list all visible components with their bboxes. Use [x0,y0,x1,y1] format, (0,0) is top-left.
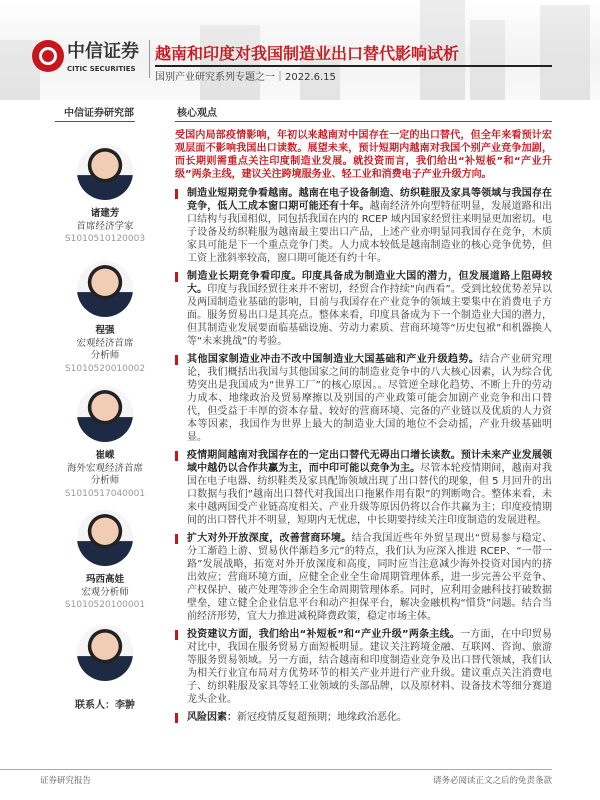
analyst-name: 崔嵘 [95,450,115,461]
avatar [77,386,133,442]
bullet-body: 越南经济外向型特征明显，发展道路和出口结构与我国相似，同包括我国在内的 RCEP 域内国家经贸往来明显更加密切。电子设备及纺织鞋服为越南最主要出口产品，上述产业亦明显同我国存在竞争，木质家具可能是下一个重点竞争门类。人力成本较低是越南制造业的核心竞争优势，但工资上涨斜率较高，窗口期可能还有约十年。 [187,201,553,264]
analyst-name: 玛西高娃 [85,574,124,585]
analyst-id: S1010510120003 [64,234,146,244]
footer-left: 证券研究报告 [40,776,92,786]
bullet-marker-icon [175,534,178,544]
sidebar-heading: 中信证券研究部 [64,108,134,119]
analyst-id: S1010520010002 [64,363,146,374]
bullet-point [175,532,552,623]
bullet-body: 尽管本轮疫情期间，越南对我国在电子电器、纺织鞋类及家具配饰领域出现了出口替代的现象，但 5 月回升的出口数据与我们“越南出口替代对我国出口拖累作用有限”的判断吻合。整体来看，未来中越两国受产业链高度相关、产业升级等原因仍将以合作共赢为主；印度疫情期间的出口替代并不明显，短期内无忧虑，中长期要持续关注印度制造的发展进程。 [187,463,553,526]
analyst-title: 首席经济学家 [76,220,134,232]
bullet-point [175,353,552,444]
bullet-point [175,449,552,527]
bullet-body: 一方面，在中印贸易对比中，我国在服务贸易方面短板明显。建议关注跨境金融、互联网、咨询、旅游等服务贸易领域。另一方面，结合越南和印度制造业竞争及出口替代领域，我们认为相关行业宜布局对方优势环节的相关产业并进行产业升级。建议重点关注消费电子、纺织鞋服及家具等轻工业领域的头部品牌，以及原材料、设备技术等细分赛道龙头企业。 [187,629,552,705]
avatar [77,510,133,566]
title-underline [155,65,552,67]
bullet-point [175,628,552,706]
analyst-card [40,261,170,375]
bullet-body: 结合我国近些年外贸呈现出“贸易参与稳定、分工渐趋上游、贸易伙伴渐趋多元”的特点，我们认为应深入推进 RCEP、“一带一路”发展战略，拓宽对外开放深度和高度，同时应当注意减少海外投资对国内的挤出效应；营商环境方面，应健全企业全生命周期管理体系，进一步完善公平竞争、产权保护、破产处理等涉企全生命周期管理体系。同时，应利用金融科技打破数据壁垒，建立健全企业信息平台和动产担保平台，解决金融机构“惜贷”问题。结合当前经济形势，宜大力推进减税降费政策，稳定市场主体。 [187,533,553,622]
report-subtitle: 国别产业研究系列专题之一｜2022.6.15 [155,72,336,83]
bullet-lead: 制造业长期竞争看印度。印度具备成为制造业大国的潜力，但发展道路上阻碍较大。 [187,271,552,295]
analyst-card [40,510,170,612]
analyst-title: 海外宏观经济首席 分析师 [66,462,143,486]
bullet-body: 结合产业研究理论，我们概括出我国与其他国家之间的制造业竞争中的八大核心因素，认为综合优势突出是我国成为“世界工厂”的核心原因。。尽管逆全球化趋势、不断上升的劳动力成本、地缘政治及贸易摩擦以及别国的产业政策可能会加剧产业竞争和出口替代，但受益于丰厚的资本存量、较好的营商环境、完备的产业链以及优质的人力资本等因素，我国作为世界上最大的制造业大国的地位不会动摇，产业升级基础明显。 [187,354,553,443]
bullet-point [175,187,552,265]
footer-divider [0,769,552,770]
core-views [175,129,552,729]
logo-english: CITIC SECURITIES [67,65,136,73]
contact-card [40,625,170,689]
bullet-lead: 风险因素： [187,712,237,723]
bullet-body: 新冠疫情反复超预期；地缘政治恶化。 [237,712,407,723]
citic-logo-icon [32,40,64,72]
bullet-lead: 投资建议方面，我们给出“补短板”和“产业升级”两条主线。 [187,629,461,640]
bullet-marker-icon [175,272,178,282]
report-title: 越南和印度对我国制造业出口替代影响试析 [155,44,460,63]
bullet-marker-icon [175,713,178,723]
divider [149,40,150,78]
bullet-marker-icon [175,630,178,640]
bullet-point [175,711,552,724]
summary: 受国内局部疫情影响，年初以来越南对中国存在一定的出口替代，但全年来看预计宏观层面不影响我国出口读数。展望未来，预计短期内越南对我国个别产业竞争加剧，而长期则需重点关注印度制造业发展。就投资而言，我们给出“补短板”和“产业升级”两条主线，建议关注跨境服务业、轻工业和消费电子产业升级方向。 [175,130,552,180]
analyst-id: S1010520100001 [64,600,146,610]
contact-person: 联系人：李翀 [75,700,135,711]
main-heading: 核心观点 [177,108,217,119]
avatar [77,625,133,681]
avatar [77,144,133,200]
analyst-title: 宏观经济首席 分析师 [76,337,134,361]
divider [55,121,135,122]
bullet-point [175,270,552,348]
bullet-lead: 疫情期间越南对我国存在的一定出口替代无碍出口增长读数。预计未来产业发展领域中越仍以合作共赢为主，而中印可能以竞争为主。 [187,450,552,474]
analyst-name: 程强 [95,325,115,336]
footer-disclaimer: 请务必阅读正文之后的免责条款 [432,776,552,786]
bullet-marker-icon [175,189,178,199]
analyst-name: 诸建芳 [90,208,120,219]
avatar [77,261,133,317]
logo-text: 中信证券 [67,41,139,62]
bullet-body: 印度与我国经贸往来并不密切，经贸合作持续“向西看”。受到比较优势差异以及两国制造业基础的影响，目前与我国存在产业竞争的领域主要集中在消费电子方面。服务贸易出口是其亮点。整体来看，印度具备成为下一个制造业大国的潜力，但其制造业发展要面临基础设施、劳动力素质、营商环境等“历史包袱”和机器换人等“未来挑战”的考验。 [187,284,552,347]
bullet-lead: 制造业短期竞争看越南。越南在电子设备制造、纺织鞋服及家具等领域与我国存在竞争，低人工成本窗口期可能还有十年。 [187,188,552,212]
bullet-lead: 其他国家制造业冲击不改中国制造业大国基础和产业升级趋势。 [187,354,480,365]
analyst-title: 宏观分析师 [81,586,129,598]
analyst-id: S1010517040001 [64,488,146,499]
bullet-marker-icon [175,451,178,461]
analyst-card [40,144,170,246]
analyst-card [40,386,170,500]
divider [175,121,552,122]
bullet-marker-icon [175,355,178,365]
bullet-lead: 扩大对外开放深度，改善营商环境。 [187,533,352,544]
